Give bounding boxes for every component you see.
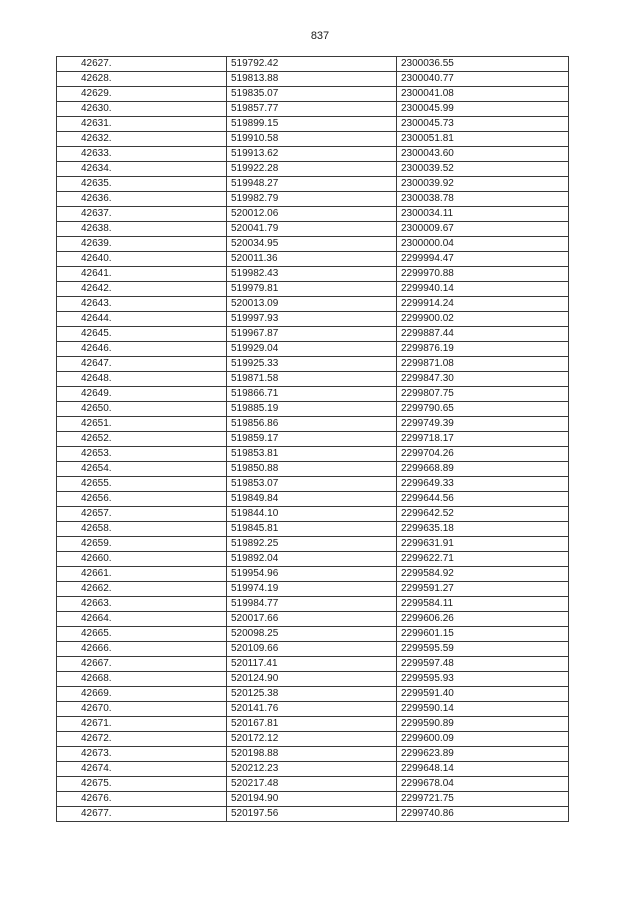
x-coordinate-cell: 519813.88 [227, 72, 397, 87]
y-coordinate-cell: 2299740.86 [397, 807, 569, 822]
table-row [57, 162, 569, 177]
table-row [57, 717, 569, 732]
x-coordinate-cell: 519974.19 [227, 582, 397, 597]
y-coordinate-cell: 2299642.52 [397, 507, 569, 522]
table-row [57, 702, 569, 717]
y-coordinate-cell: 2299606.26 [397, 612, 569, 627]
y-coordinate-cell: 2299600.09 [397, 732, 569, 747]
table-row [57, 507, 569, 522]
table-row [57, 252, 569, 267]
x-coordinate-cell: 519997.93 [227, 312, 397, 327]
table-row [57, 747, 569, 762]
table-row [57, 597, 569, 612]
y-coordinate-cell: 2300045.73 [397, 117, 569, 132]
y-coordinate-cell: 2300034.11 [397, 207, 569, 222]
y-coordinate-cell: 2300039.52 [397, 162, 569, 177]
table-row [57, 657, 569, 672]
point-id-cell: 42642. [57, 282, 227, 297]
y-coordinate-cell: 2299749.39 [397, 417, 569, 432]
point-id-cell: 42645. [57, 327, 227, 342]
x-coordinate-cell: 519857.77 [227, 102, 397, 117]
y-coordinate-cell: 2299668.89 [397, 462, 569, 477]
x-coordinate-cell: 519853.81 [227, 447, 397, 462]
point-id-cell: 42667. [57, 657, 227, 672]
point-id-cell: 42653. [57, 447, 227, 462]
point-id-cell: 42649. [57, 387, 227, 402]
x-coordinate-cell: 520125.38 [227, 687, 397, 702]
y-coordinate-cell: 2299597.48 [397, 657, 569, 672]
point-id-cell: 42666. [57, 642, 227, 657]
x-coordinate-cell: 519984.77 [227, 597, 397, 612]
y-coordinate-cell: 2299590.14 [397, 702, 569, 717]
coordinates-table-body [57, 57, 569, 822]
x-coordinate-cell: 519856.86 [227, 417, 397, 432]
x-coordinate-cell: 519982.43 [227, 267, 397, 282]
point-id-cell: 42676. [57, 792, 227, 807]
x-coordinate-cell: 519871.58 [227, 372, 397, 387]
x-coordinate-cell: 520013.09 [227, 297, 397, 312]
x-coordinate-cell: 519850.88 [227, 462, 397, 477]
table-row [57, 732, 569, 747]
point-id-cell: 42630. [57, 102, 227, 117]
table-row [57, 492, 569, 507]
table-row [57, 432, 569, 447]
y-coordinate-cell: 2299595.93 [397, 672, 569, 687]
table-row [57, 627, 569, 642]
point-id-cell: 42641. [57, 267, 227, 282]
table-row [57, 327, 569, 342]
y-coordinate-cell: 2299631.91 [397, 537, 569, 552]
point-id-cell: 42658. [57, 522, 227, 537]
point-id-cell: 42659. [57, 537, 227, 552]
point-id-cell: 42655. [57, 477, 227, 492]
table-row [57, 312, 569, 327]
x-coordinate-cell: 520017.66 [227, 612, 397, 627]
y-coordinate-cell: 2300041.08 [397, 87, 569, 102]
x-coordinate-cell: 519910.58 [227, 132, 397, 147]
table-row [57, 537, 569, 552]
coordinates-table [56, 56, 569, 822]
y-coordinate-cell: 2299648.14 [397, 762, 569, 777]
y-coordinate-cell: 2299790.65 [397, 402, 569, 417]
y-coordinate-cell: 2299994.47 [397, 252, 569, 267]
x-coordinate-cell: 519844.10 [227, 507, 397, 522]
table-row [57, 462, 569, 477]
point-id-cell: 42668. [57, 672, 227, 687]
x-coordinate-cell: 519849.84 [227, 492, 397, 507]
y-coordinate-cell: 2299704.26 [397, 447, 569, 462]
point-id-cell: 42670. [57, 702, 227, 717]
x-coordinate-cell: 519853.07 [227, 477, 397, 492]
point-id-cell: 42629. [57, 87, 227, 102]
x-coordinate-cell: 519925.33 [227, 357, 397, 372]
point-id-cell: 42643. [57, 297, 227, 312]
point-id-cell: 42631. [57, 117, 227, 132]
table-row [57, 552, 569, 567]
y-coordinate-cell: 2299678.04 [397, 777, 569, 792]
x-coordinate-cell: 520217.48 [227, 777, 397, 792]
table-row [57, 102, 569, 117]
table-row [57, 72, 569, 87]
point-id-cell: 42661. [57, 567, 227, 582]
x-coordinate-cell: 519899.15 [227, 117, 397, 132]
point-id-cell: 42647. [57, 357, 227, 372]
page-number: 837 [310, 30, 330, 42]
point-id-cell: 42662. [57, 582, 227, 597]
x-coordinate-cell: 519866.71 [227, 387, 397, 402]
table-row [57, 522, 569, 537]
point-id-cell: 42654. [57, 462, 227, 477]
x-coordinate-cell: 519954.96 [227, 567, 397, 582]
point-id-cell: 42644. [57, 312, 227, 327]
y-coordinate-cell: 2300038.78 [397, 192, 569, 207]
table-row [57, 417, 569, 432]
table-row [57, 762, 569, 777]
x-coordinate-cell: 519845.81 [227, 522, 397, 537]
table-row [57, 372, 569, 387]
y-coordinate-cell: 2299940.14 [397, 282, 569, 297]
table-row [57, 642, 569, 657]
y-coordinate-cell: 2299590.89 [397, 717, 569, 732]
x-coordinate-cell: 519859.17 [227, 432, 397, 447]
y-coordinate-cell: 2300009.67 [397, 222, 569, 237]
x-coordinate-cell: 519929.04 [227, 342, 397, 357]
y-coordinate-cell: 2299871.08 [397, 357, 569, 372]
y-coordinate-cell: 2299601.15 [397, 627, 569, 642]
y-coordinate-cell: 2299970.88 [397, 267, 569, 282]
x-coordinate-cell: 519892.04 [227, 552, 397, 567]
y-coordinate-cell: 2299649.33 [397, 477, 569, 492]
x-coordinate-cell: 519835.07 [227, 87, 397, 102]
point-id-cell: 42637. [57, 207, 227, 222]
table-row [57, 237, 569, 252]
point-id-cell: 42628. [57, 72, 227, 87]
x-coordinate-cell: 519913.62 [227, 147, 397, 162]
point-id-cell: 42671. [57, 717, 227, 732]
y-coordinate-cell: 2299887.44 [397, 327, 569, 342]
point-id-cell: 42657. [57, 507, 227, 522]
x-coordinate-cell: 520198.88 [227, 747, 397, 762]
point-id-cell: 42664. [57, 612, 227, 627]
x-coordinate-cell: 519982.79 [227, 192, 397, 207]
point-id-cell: 42639. [57, 237, 227, 252]
table-row [57, 267, 569, 282]
y-coordinate-cell: 2299721.75 [397, 792, 569, 807]
table-row [57, 282, 569, 297]
y-coordinate-cell: 2299584.92 [397, 567, 569, 582]
point-id-cell: 42636. [57, 192, 227, 207]
table-row [57, 207, 569, 222]
point-id-cell: 42646. [57, 342, 227, 357]
point-id-cell: 42640. [57, 252, 227, 267]
y-coordinate-cell: 2299644.56 [397, 492, 569, 507]
x-coordinate-cell: 520194.90 [227, 792, 397, 807]
point-id-cell: 42673. [57, 747, 227, 762]
x-coordinate-cell: 519892.25 [227, 537, 397, 552]
x-coordinate-cell: 520172.12 [227, 732, 397, 747]
point-id-cell: 42651. [57, 417, 227, 432]
x-coordinate-cell: 520117.41 [227, 657, 397, 672]
point-id-cell: 42660. [57, 552, 227, 567]
x-coordinate-cell: 519948.27 [227, 177, 397, 192]
table-row [57, 582, 569, 597]
point-id-cell: 42677. [57, 807, 227, 822]
x-coordinate-cell: 520011.36 [227, 252, 397, 267]
point-id-cell: 42650. [57, 402, 227, 417]
table-row [57, 117, 569, 132]
x-coordinate-cell: 520197.56 [227, 807, 397, 822]
table-row [57, 447, 569, 462]
table-row [57, 672, 569, 687]
x-coordinate-cell: 519979.81 [227, 282, 397, 297]
point-id-cell: 42663. [57, 597, 227, 612]
table-row [57, 222, 569, 237]
point-id-cell: 42672. [57, 732, 227, 747]
table-row [57, 57, 569, 72]
y-coordinate-cell: 2299622.71 [397, 552, 569, 567]
point-id-cell: 42634. [57, 162, 227, 177]
x-coordinate-cell: 519792.42 [227, 57, 397, 72]
x-coordinate-cell: 520098.25 [227, 627, 397, 642]
y-coordinate-cell: 2299591.40 [397, 687, 569, 702]
x-coordinate-cell: 520012.06 [227, 207, 397, 222]
point-id-cell: 42652. [57, 432, 227, 447]
point-id-cell: 42675. [57, 777, 227, 792]
y-coordinate-cell: 2300039.92 [397, 177, 569, 192]
y-coordinate-cell: 2299718.17 [397, 432, 569, 447]
x-coordinate-cell: 520124.90 [227, 672, 397, 687]
table-row [57, 147, 569, 162]
table-row [57, 567, 569, 582]
x-coordinate-cell: 519885.19 [227, 402, 397, 417]
x-coordinate-cell: 520141.76 [227, 702, 397, 717]
y-coordinate-cell: 2299595.59 [397, 642, 569, 657]
x-coordinate-cell: 519922.28 [227, 162, 397, 177]
y-coordinate-cell: 2300051.81 [397, 132, 569, 147]
y-coordinate-cell: 2299914.24 [397, 297, 569, 312]
table-row [57, 402, 569, 417]
table-row [57, 477, 569, 492]
y-coordinate-cell: 2299623.89 [397, 747, 569, 762]
x-coordinate-cell: 520212.23 [227, 762, 397, 777]
y-coordinate-cell: 2299900.02 [397, 312, 569, 327]
point-id-cell: 42632. [57, 132, 227, 147]
point-id-cell: 42627. [57, 57, 227, 72]
table-row [57, 792, 569, 807]
y-coordinate-cell: 2300036.55 [397, 57, 569, 72]
y-coordinate-cell: 2299807.75 [397, 387, 569, 402]
x-coordinate-cell: 520034.95 [227, 237, 397, 252]
table-row [57, 777, 569, 792]
point-id-cell: 42633. [57, 147, 227, 162]
table-row [57, 342, 569, 357]
table-row [57, 612, 569, 627]
x-coordinate-cell: 520041.79 [227, 222, 397, 237]
y-coordinate-cell: 2299876.19 [397, 342, 569, 357]
point-id-cell: 42674. [57, 762, 227, 777]
y-coordinate-cell: 2299591.27 [397, 582, 569, 597]
y-coordinate-cell: 2300000.04 [397, 237, 569, 252]
x-coordinate-cell: 520109.66 [227, 642, 397, 657]
point-id-cell: 42669. [57, 687, 227, 702]
y-coordinate-cell: 2300045.99 [397, 102, 569, 117]
point-id-cell: 42635. [57, 177, 227, 192]
table-row [57, 87, 569, 102]
table-row [57, 387, 569, 402]
point-id-cell: 42656. [57, 492, 227, 507]
y-coordinate-cell: 2299635.18 [397, 522, 569, 537]
x-coordinate-cell: 519967.87 [227, 327, 397, 342]
y-coordinate-cell: 2299847.30 [397, 372, 569, 387]
y-coordinate-cell: 2299584.11 [397, 597, 569, 612]
y-coordinate-cell: 2300040.77 [397, 72, 569, 87]
point-id-cell: 42665. [57, 627, 227, 642]
x-coordinate-cell: 520167.81 [227, 717, 397, 732]
table-row [57, 132, 569, 147]
table-row [57, 687, 569, 702]
table-row [57, 297, 569, 312]
point-id-cell: 42648. [57, 372, 227, 387]
table-row [57, 177, 569, 192]
y-coordinate-cell: 2300043.60 [397, 147, 569, 162]
point-id-cell: 42638. [57, 222, 227, 237]
table-row [57, 192, 569, 207]
table-row [57, 357, 569, 372]
table-row [57, 807, 569, 822]
